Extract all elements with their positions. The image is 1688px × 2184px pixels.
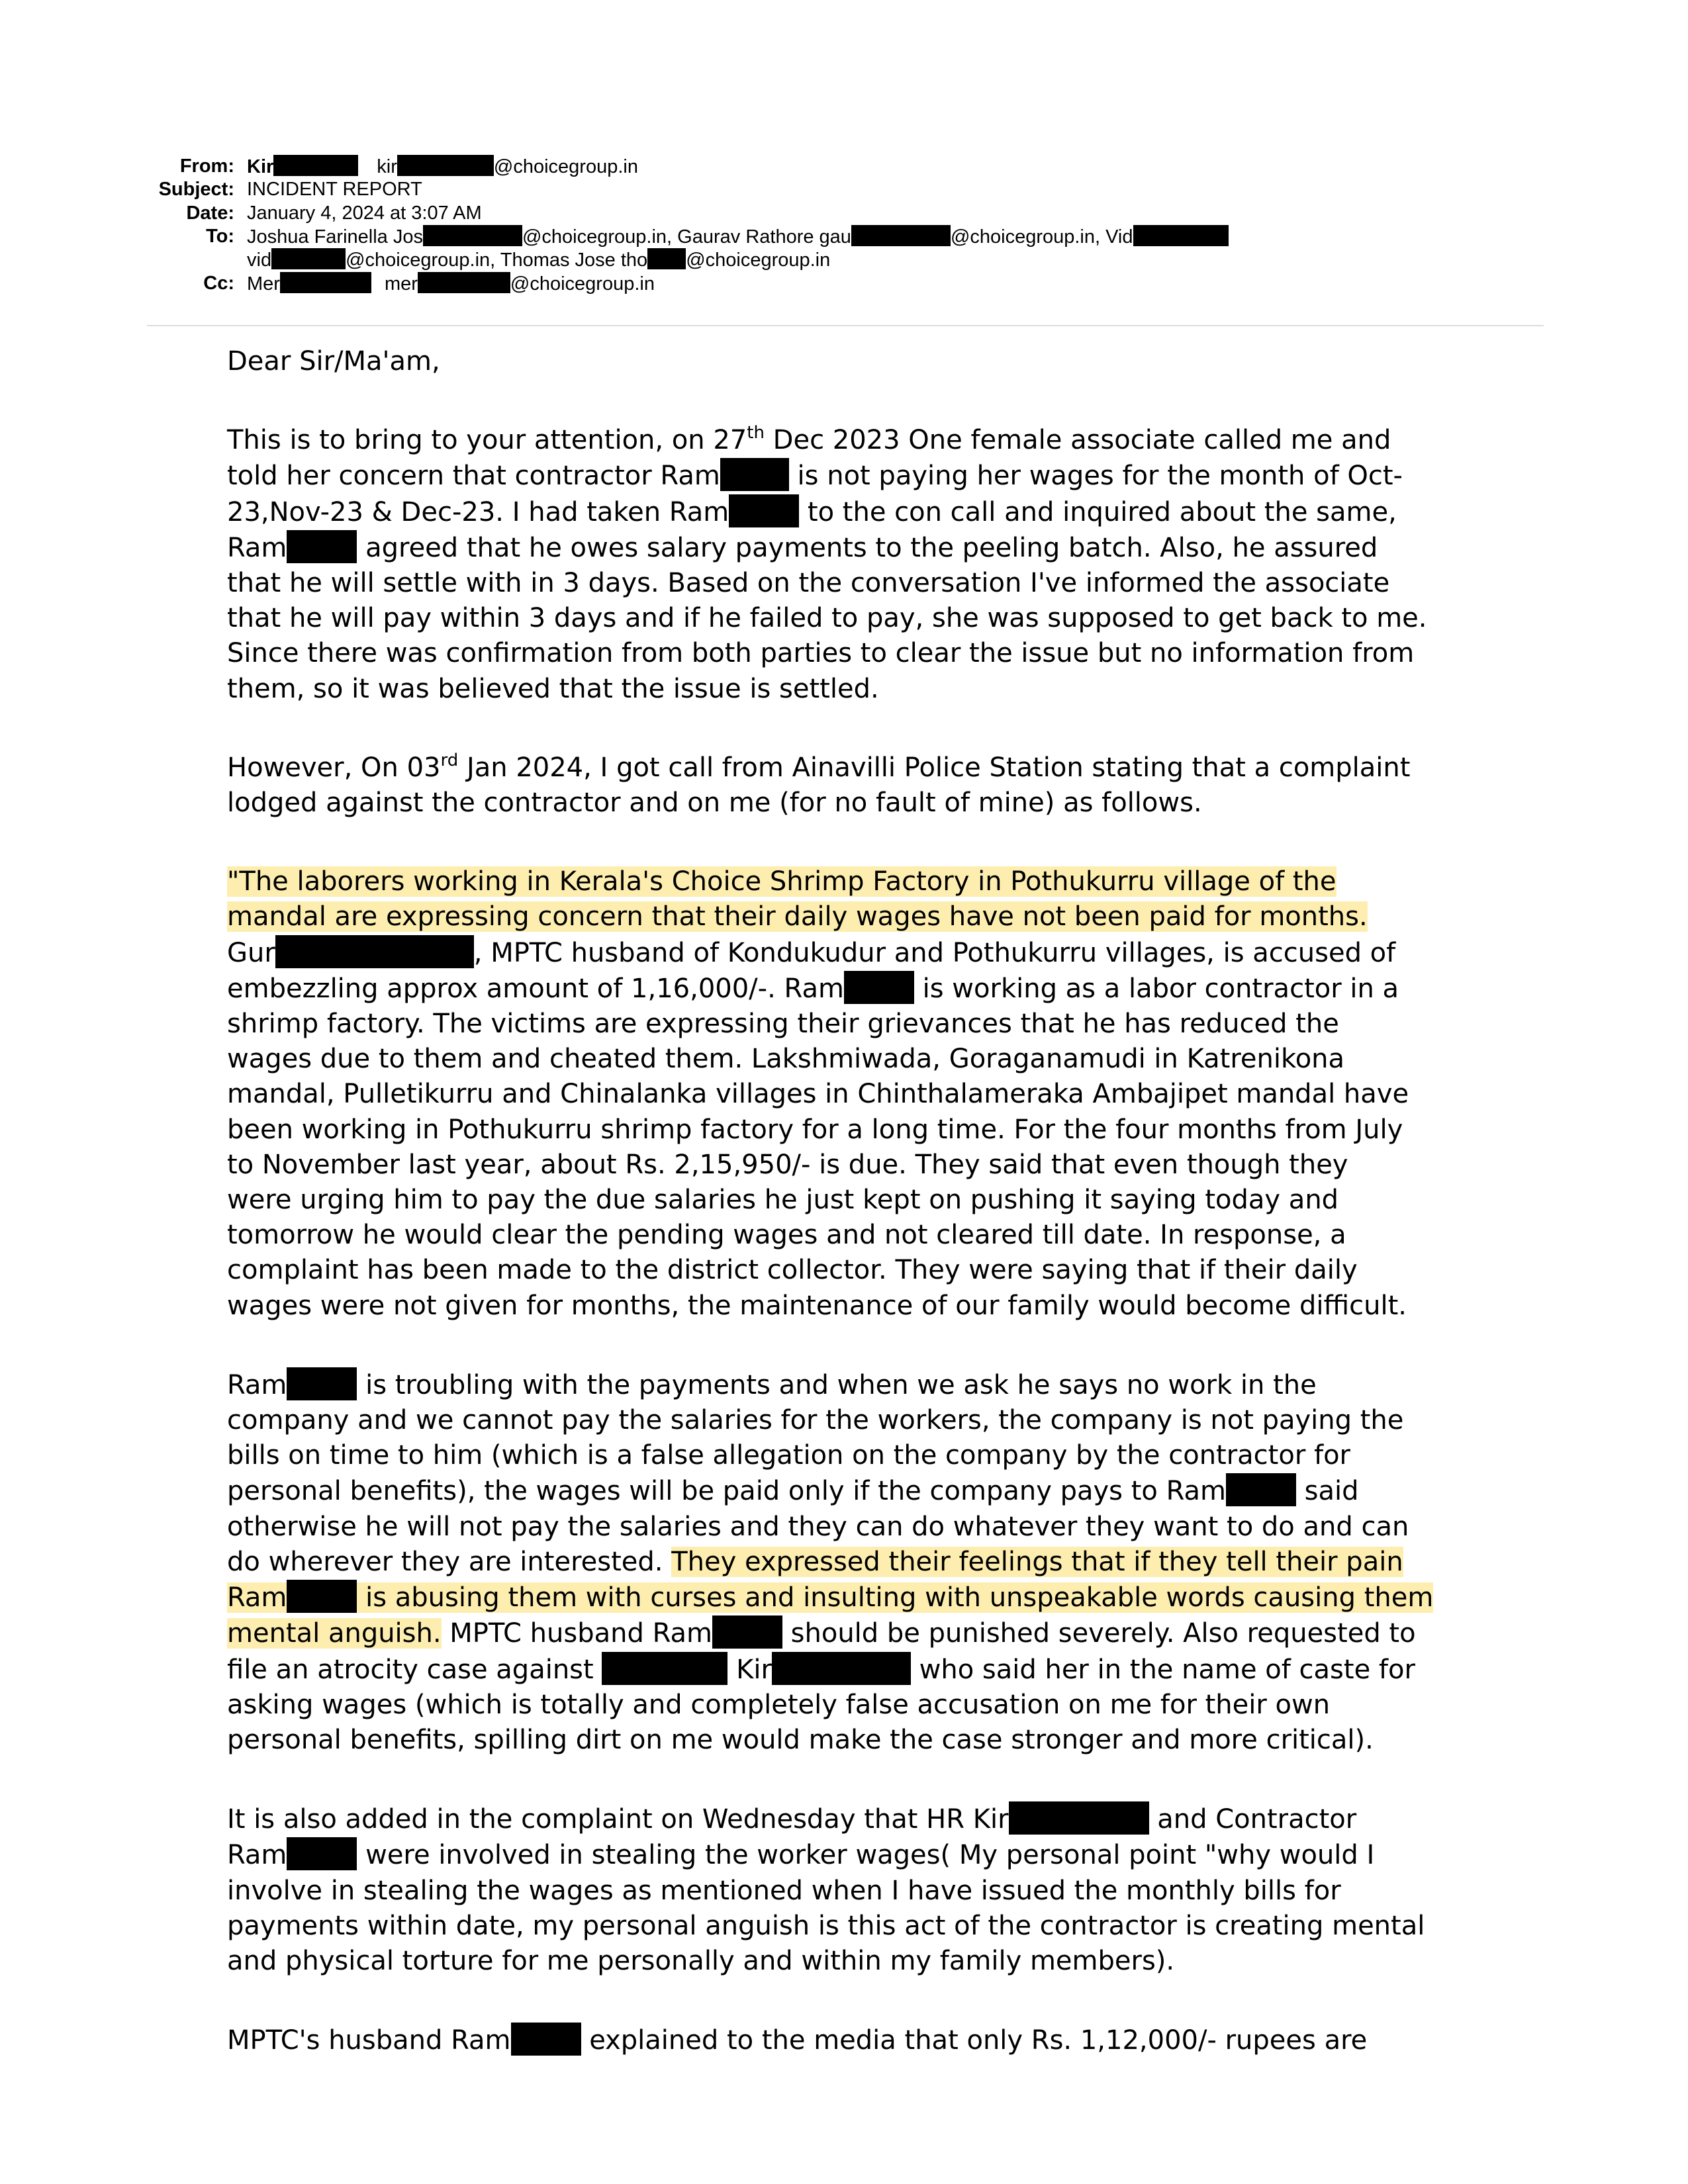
redaction-block: [287, 1580, 357, 1613]
to-recipient-text: Joshua Farinella Jos: [247, 226, 423, 248]
redaction-block: [712, 1615, 782, 1649]
text-line: mandal, Pulletikurru and Chinalanka villages in Chinthalameraka Ambajipet mandal have: [227, 1079, 1409, 1110]
to-recipient-text: @choicegroup.in, Thomas Jose tho: [346, 250, 648, 271]
header-divider: [147, 325, 1544, 326]
redaction-block: [729, 494, 799, 527]
text-line: payments within date, my personal anguish is this act of the contractor is creating mental: [227, 1910, 1425, 1941]
redaction-block: [418, 272, 510, 293]
redaction-block: [1133, 225, 1229, 246]
highlighted-line: Ram is abusing them with curses and insulting with unspeakable words causing them: [227, 1580, 1551, 1615]
text-line: asking wages (which is totally and completely false accusation on me for their own: [227, 1689, 1331, 1720]
text-line: embezzling approx amount of 1,16,000/-. Ram is working as a labor contractor in a: [227, 971, 1551, 1007]
greeting: [227, 344, 1551, 379]
redaction-block: [271, 248, 346, 269]
text-line: Ram were involved in stealing the worker wages( My personal point "why would I: [227, 1837, 1551, 1873]
from-email-prefix: kir: [377, 156, 397, 177]
redaction-block: [772, 1652, 911, 1685]
text-line: MPTC's husband Ram explained to the media that only Rs. 1,12,000/- rupees are: [227, 2023, 1551, 2058]
cc-email-domain: @choicegroup.in: [510, 273, 655, 295]
redaction-block: [1226, 1473, 1296, 1506]
text-line: Ram agreed that he owes salary payments to the peeling batch. Also, he assured: [227, 530, 1551, 566]
date-label: Date:: [186, 203, 234, 224]
text-line: wages due to them and cheated them. Lakshmiwada, Goraganamudi in Katrenikona: [227, 1044, 1345, 1075]
text-line: involve in stealing the wages as mentioned when I have issued the monthly bills for: [227, 1875, 1341, 1906]
text-line: that he will pay within 3 days and if he failed to pay, she was supposed to get back to me.: [227, 603, 1427, 634]
cc-value: [247, 272, 655, 295]
subject-label: Subject:: [158, 179, 234, 200]
text-line: personal benefits, spilling dirt on me would make the case stronger and more critical).: [227, 1724, 1374, 1755]
text-line: tomorrow he would clear the pending wages and not cleared till date. In response, a: [227, 1220, 1346, 1251]
paragraph-3-complaint: [227, 864, 1551, 1324]
redaction-block: [647, 248, 686, 269]
redaction-block: [720, 458, 789, 491]
subject-value: INCIDENT REPORT: [247, 179, 422, 200]
to-recipient-text: @choicegroup.in, Gaurav Rathore gau: [522, 226, 851, 248]
redaction-block: [275, 935, 474, 968]
text-line: them, so it was believed that the issue is settled.: [227, 673, 879, 704]
cc-label: Cc:: [203, 273, 234, 294]
text-line: However, On 03rd Jan 2024, I got call from Ainavilli Police Station stating that a complaint: [227, 750, 1411, 783]
text-line: company and we cannot pay the salaries for the workers, the company is not paying the: [227, 1405, 1404, 1436]
email-body: [227, 344, 1551, 2058]
text-line: Gur , MPTC husband of Kondukudur and Pothukurru villages, is accused of: [227, 935, 1551, 971]
text-line: This is to bring to your attention, on 27th Dec 2023 One female associate called me and: [227, 423, 1391, 456]
redaction-block: [1009, 1801, 1149, 1835]
text-line: were urging him to pay the due salaries he just kept on pushing it saying today and: [227, 1185, 1339, 1216]
to-recipient-text: vid: [247, 250, 272, 271]
paragraph-6: [227, 2023, 1551, 2058]
to-value-line-2: [247, 248, 830, 271]
text-line: to November last year, about Rs. 2,15,950/- is due. They said that even though they: [227, 1149, 1348, 1180]
date-value: January 4, 2024 at 3:07 AM: [247, 203, 482, 224]
redaction-block: [287, 1367, 357, 1400]
from-email-domain: @choicegroup.in: [493, 156, 638, 177]
text-line: 23,Nov-23 & Dec-23. I had taken Ram to the con call and inquired about the same,: [227, 494, 1551, 530]
email-header: [0, 0, 1688, 331]
text-line: Ram is troubling with the payments and when we ask he says no work in the: [227, 1367, 1551, 1403]
paragraph-4: [227, 1367, 1551, 1758]
redaction-block: [273, 155, 358, 176]
from-label: From:: [179, 156, 234, 177]
text-line: lodged against the contractor and on me (for no fault of mine) as follows.: [227, 788, 1202, 819]
text-line: otherwise he will not pay the salaries and they can do whatever they want to do and can: [227, 1511, 1409, 1542]
redaction-block: [397, 155, 494, 176]
text-line: been working in Pothukurru shrimp factory for a long time. For the four months from July: [227, 1114, 1403, 1145]
highlighted-line: mandal are expressing concern that their daily wages have not been paid for months.: [227, 901, 1368, 933]
text-line: and physical torture for me personally and within my family members).: [227, 1945, 1175, 1976]
from-value: [247, 155, 638, 178]
redaction-block: [602, 1652, 727, 1685]
text-line: Since there was confirmation from both parties to clear the issue but no information from: [227, 638, 1415, 669]
to-value-line-1: [247, 225, 1229, 248]
highlighted-line: "The laborers working in Kerala's Choice Shrimp Factory in Pothukurru village of the: [227, 866, 1336, 897]
text-line: bills on time to him (which is a false allegation on the company by the contractor for: [227, 1440, 1350, 1471]
paragraph-1: [227, 423, 1551, 707]
text-line: complaint has been made to the district collector. They were saying that if their daily: [227, 1255, 1358, 1286]
text-line: wages were not given for months, the maintenance of our family would become difficult.: [227, 1290, 1407, 1321]
from-name: Kir: [247, 156, 274, 177]
text-line: personal benefits), the wages will be paid only if the company pays to Ram said: [227, 1473, 1551, 1509]
text-line: that he will settle with in 3 days. Based on the conversation I've informed the associate: [227, 568, 1390, 599]
redaction-block: [511, 2023, 581, 2056]
cc-email-prefix: mer: [384, 273, 418, 295]
paragraph-5: [227, 1801, 1551, 1979]
text-line: shrimp factory. The victims are expressing their grievances that he has reduced the: [227, 1009, 1339, 1040]
to-label: To:: [206, 226, 234, 247]
redaction-block: [423, 225, 522, 246]
text-line: told her concern that contractor Ram is not paying her wages for the month of Oct-: [227, 458, 1551, 494]
to-recipient-text: @choicegroup.in: [686, 250, 831, 271]
text-line: mental anguish. MPTC husband Ram should be punished severely. Also requested to: [227, 1615, 1551, 1651]
greeting-text: Dear Sir/Ma'am,: [227, 346, 440, 377]
redaction-block: [287, 1837, 357, 1870]
text-line: file an atrocity case against Kir who said her in the name of caste for: [227, 1652, 1551, 1688]
to-recipient-text: @choicegroup.in, Vid: [950, 226, 1133, 248]
text-line: It is also added in the complaint on Wednesday that HR Kir and Contractor: [227, 1801, 1551, 1837]
redaction-block: [844, 971, 914, 1004]
redaction-block: [280, 272, 371, 293]
text-line: do wherever they are interested. They expressed their feelings that if they tell their pain: [227, 1546, 1403, 1577]
redaction-block: [287, 530, 357, 563]
cc-name: Mer: [247, 273, 280, 295]
redaction-block: [851, 225, 951, 246]
paragraph-2: [227, 751, 1551, 821]
